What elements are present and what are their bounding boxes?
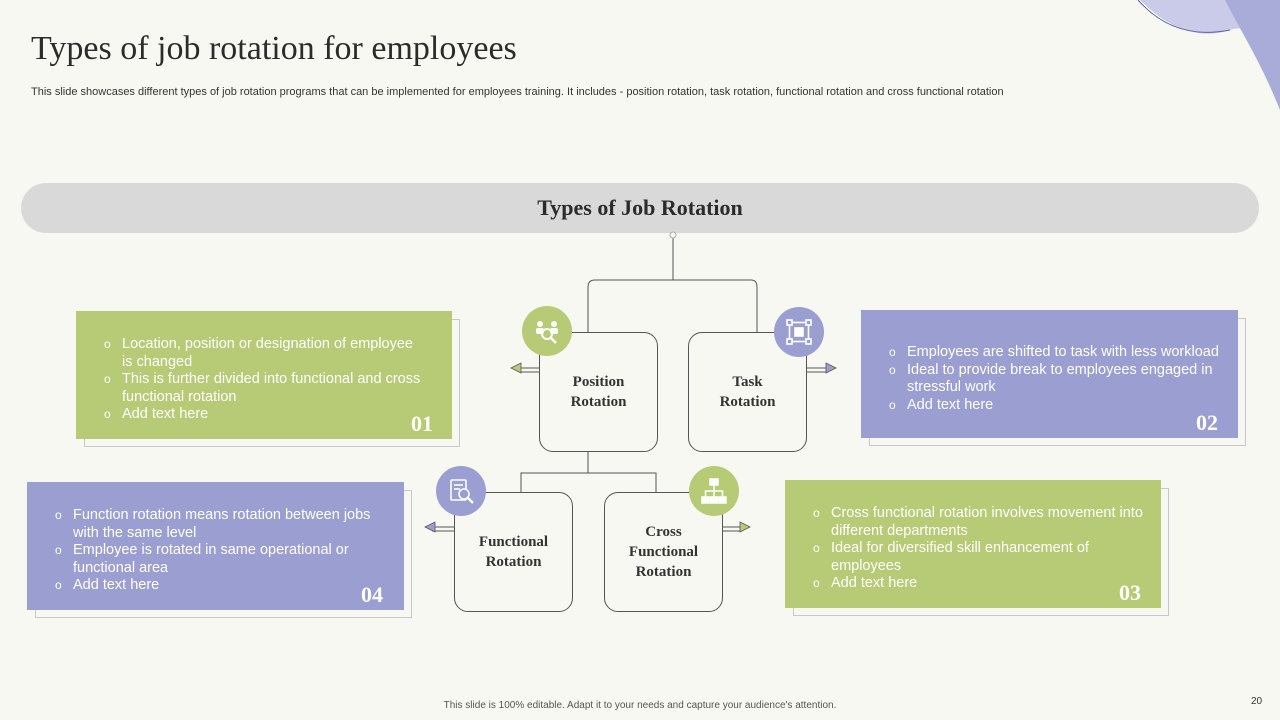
card-02-list (889, 344, 1229, 414)
page-number: 20 (1251, 696, 1263, 707)
list-item: o Function rotation means rotation between jobs with the same level (55, 507, 380, 542)
team-search-icon (522, 306, 572, 356)
card-01 (76, 311, 452, 439)
list-item: o Add text here (813, 575, 1153, 593)
card-03-list (813, 505, 1153, 593)
card-04-list (55, 507, 380, 595)
footer-note: This slide is 100% editable. Adapt it to your needs and capture your audience's attention. (443, 700, 837, 711)
list-item: o This is further divided into functional and cross functional rotation (104, 371, 424, 406)
list-item: o Ideal for diversified skill enhancement of employees (813, 540, 1153, 575)
list-item: o Ideal to provide break to employees engaged in stressful work (889, 362, 1229, 397)
node-functional-rotation-label: Functional Rotation (478, 534, 549, 570)
list-item: o Employee is rotated in same operational or functional area (55, 542, 380, 577)
task-network-icon (774, 307, 824, 357)
node-task-rotation-label: Task Rotation (719, 374, 776, 410)
diagram-header-title: Types of Job Rotation (537, 195, 743, 220)
card-01-list (104, 336, 424, 424)
node-position-rotation-label: Position Rotation (570, 374, 627, 410)
page-title: Types of job rotation for employees (31, 30, 517, 67)
node-cross-functional-rotation-label: Cross Functional Rotation (628, 524, 699, 580)
card-01-number: 01 (411, 411, 433, 436)
document-search-icon (436, 466, 486, 516)
card-04-number: 04 (361, 582, 383, 607)
list-item: o Add text here (889, 397, 1229, 415)
list-item: o Employees are shifted to task with less workload (889, 344, 1229, 362)
org-chart-icon (689, 466, 739, 516)
card-04 (27, 482, 404, 610)
card-02-number: 02 (1196, 410, 1218, 435)
list-item: o Cross functional rotation involves movement into different departments (813, 505, 1153, 540)
page-subtitle: This slide showcases different types of job rotation programs that can be implemented for employees training. It includes - position rotation, task rotation, functional rotation and cross functional rotation (31, 86, 1004, 98)
card-02 (861, 310, 1238, 438)
card-03-number: 03 (1119, 580, 1141, 605)
card-03 (785, 480, 1161, 608)
list-item: o Add text here (104, 406, 424, 424)
list-item: o Location, position or designation of employee is changed (104, 336, 424, 371)
list-item: o Add text here (55, 577, 380, 595)
